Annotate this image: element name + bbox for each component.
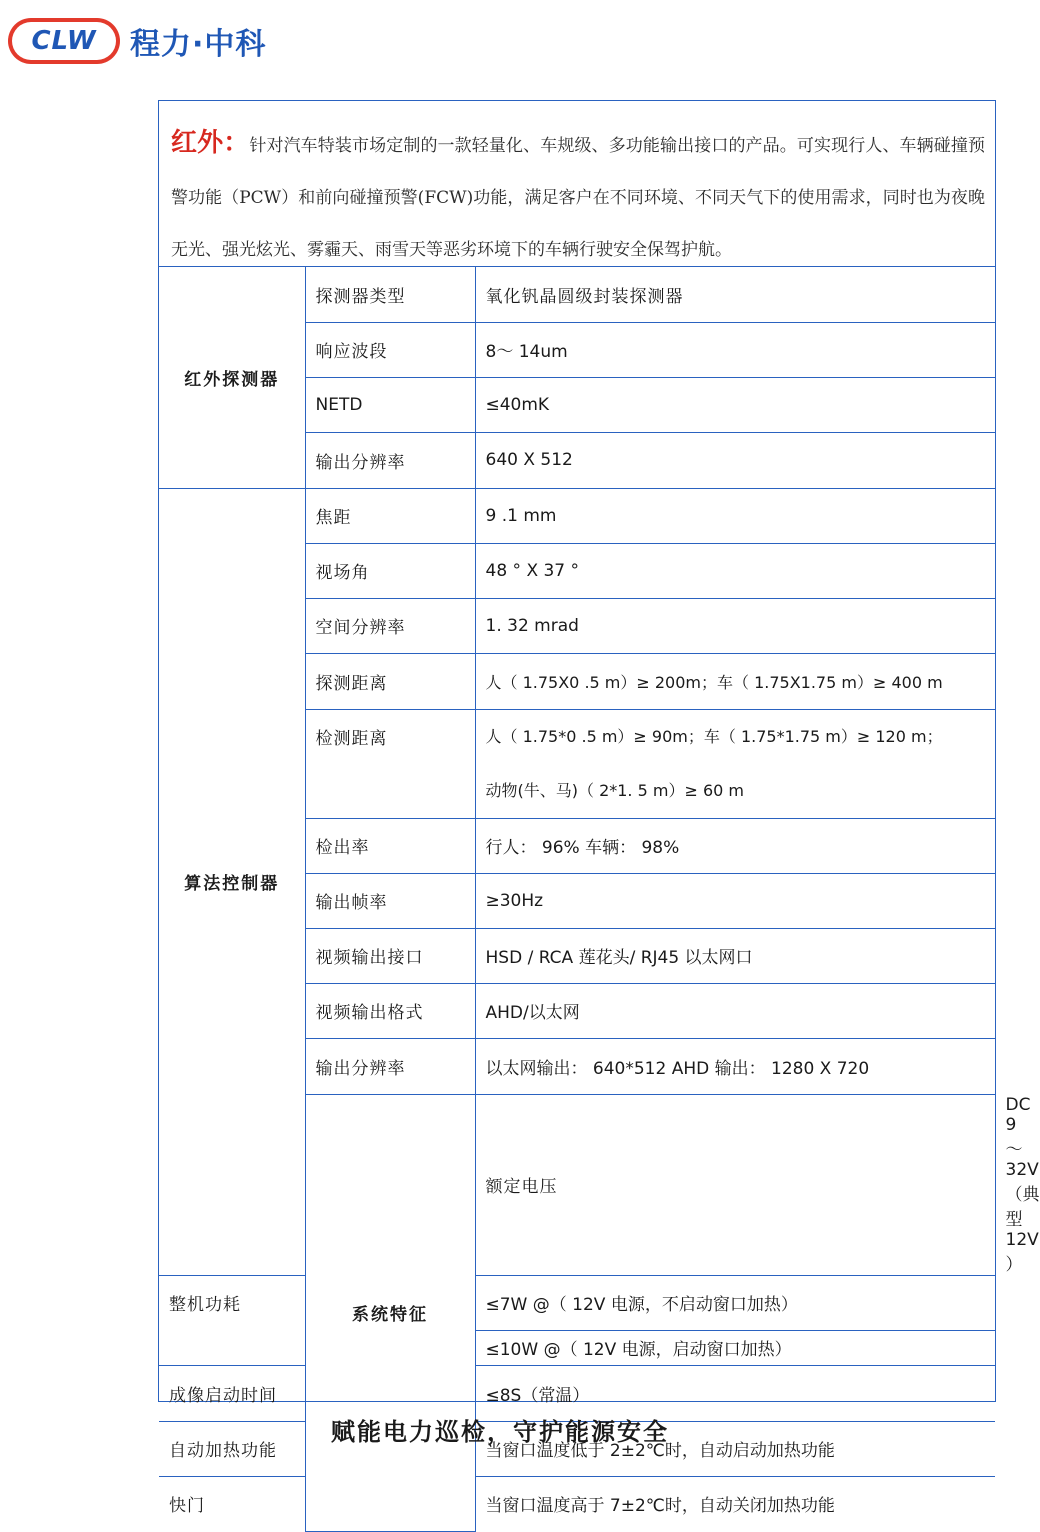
clw-logo-icon [8, 18, 120, 64]
spec-table [159, 267, 1040, 1532]
intro-paragraph [159, 101, 995, 267]
spec-value: 氧化钒晶圆级封装探测器 [475, 267, 995, 322]
spec-key: 输出帧率 [305, 873, 475, 928]
spec-value: 9 .1 mm [475, 488, 995, 543]
spec-value: 8～ 14um [475, 322, 995, 377]
spec-value: 以太网输出： 640*512 AHD 输出： 1280 X 720 [475, 1038, 995, 1094]
table-row [159, 1476, 995, 1531]
group-label-system: 系统特征 [305, 1094, 475, 1531]
table-row: 系统特征 额定电压 DC 9～ 32V（典型 12V ） [159, 1094, 995, 1275]
spec-key: 视频输出接口 [305, 928, 475, 983]
spec-key: 快门 [159, 1476, 305, 1531]
spec-key: 整机功耗 [159, 1275, 305, 1365]
spec-value [475, 709, 995, 818]
brand-name: 程力·中科 [130, 27, 267, 62]
spec-value: 行人： 96% 车辆： 98% [475, 818, 995, 873]
spec-value: 1. 32 mrad [475, 598, 995, 653]
spec-value: 640 X 512 [475, 432, 995, 488]
logo-text: CLW [31, 26, 97, 56]
group-label-algorithm: 算法控制器 [159, 488, 305, 1275]
spec-key: 视频输出格式 [305, 983, 475, 1038]
spec-value: ≤10W @（ 12V 电源，启动窗口加热） [475, 1330, 995, 1365]
spec-key: 成像启动时间 [159, 1365, 305, 1421]
brand-logo [8, 16, 266, 66]
spec-key: 额定电压 [475, 1094, 995, 1275]
spec-key: 输出分辨率 [305, 1038, 475, 1094]
spec-value: AHD/以太网 [475, 983, 995, 1038]
spec-key: 探测距离 [305, 653, 475, 709]
intro-label: 红外： [171, 128, 250, 158]
spec-value: ≤40mK [475, 377, 995, 432]
spec-key: 检出率 [305, 818, 475, 873]
intro-text: 针对汽车特装市场定制的一款轻量化、车规级、多功能输出接口的产品。可实现行人、车辆碰撞预警功能（PCW）和前向碰撞预警(FCW)功能，满足客户在不同环境、不同天气下的使用需求，同时也为夜晚无光、强光炫光、雾霾天、雨雪天等恶劣环境下的车辆行驶安全保驾护航。 [171, 136, 985, 260]
spec-value: ≤8S（常温） [475, 1365, 995, 1421]
footer-slogan: 赋能电力巡检，守护能源安全 [331, 1417, 669, 1446]
spec-value-line: 动物(牛、马)（ 2*1. 5 m）≥ 60 m [485, 780, 744, 800]
spec-value: ≤7W @（ 12V 电源，不启动窗口加热） [475, 1275, 995, 1330]
spec-key: 空间分辨率 [305, 598, 475, 653]
spec-value: ≥30Hz [475, 873, 995, 928]
spec-value: 当窗口温度低于 2±2℃时，自动启动加热功能 [475, 1421, 995, 1476]
spec-value: HSD / RCA 莲花头/ RJ45 以太网口 [475, 928, 995, 983]
group-label-detector: 红外探测器 [159, 267, 305, 488]
spec-key: 焦距 [305, 488, 475, 543]
spec-key: 响应波段 [305, 322, 475, 377]
spec-value: 当窗口温度高于 7±2℃时，自动关闭加热功能 [475, 1476, 995, 1531]
spec-key: 自动加热功能 [159, 1421, 305, 1476]
spec-value: 48 ° X 37 ° [475, 543, 995, 598]
table-row [159, 488, 995, 543]
spec-key: 探测器类型 [305, 267, 475, 322]
spec-key: 输出分辨率 [305, 432, 475, 488]
spec-key: 检测距离 [305, 709, 475, 818]
table-row [159, 1275, 995, 1330]
spec-key: NETD [305, 377, 475, 432]
spec-value-line: 人（ 1.75*0 .5 m）≥ 90m；车（ 1.75*1.75 m）≥ 120 m； [485, 726, 943, 746]
spec-key: 视场角 [305, 543, 475, 598]
spec-value: 人（ 1.75X0 .5 m）≥ 200m；车（ 1.75X1.75 m）≥ 400 m [475, 653, 995, 709]
